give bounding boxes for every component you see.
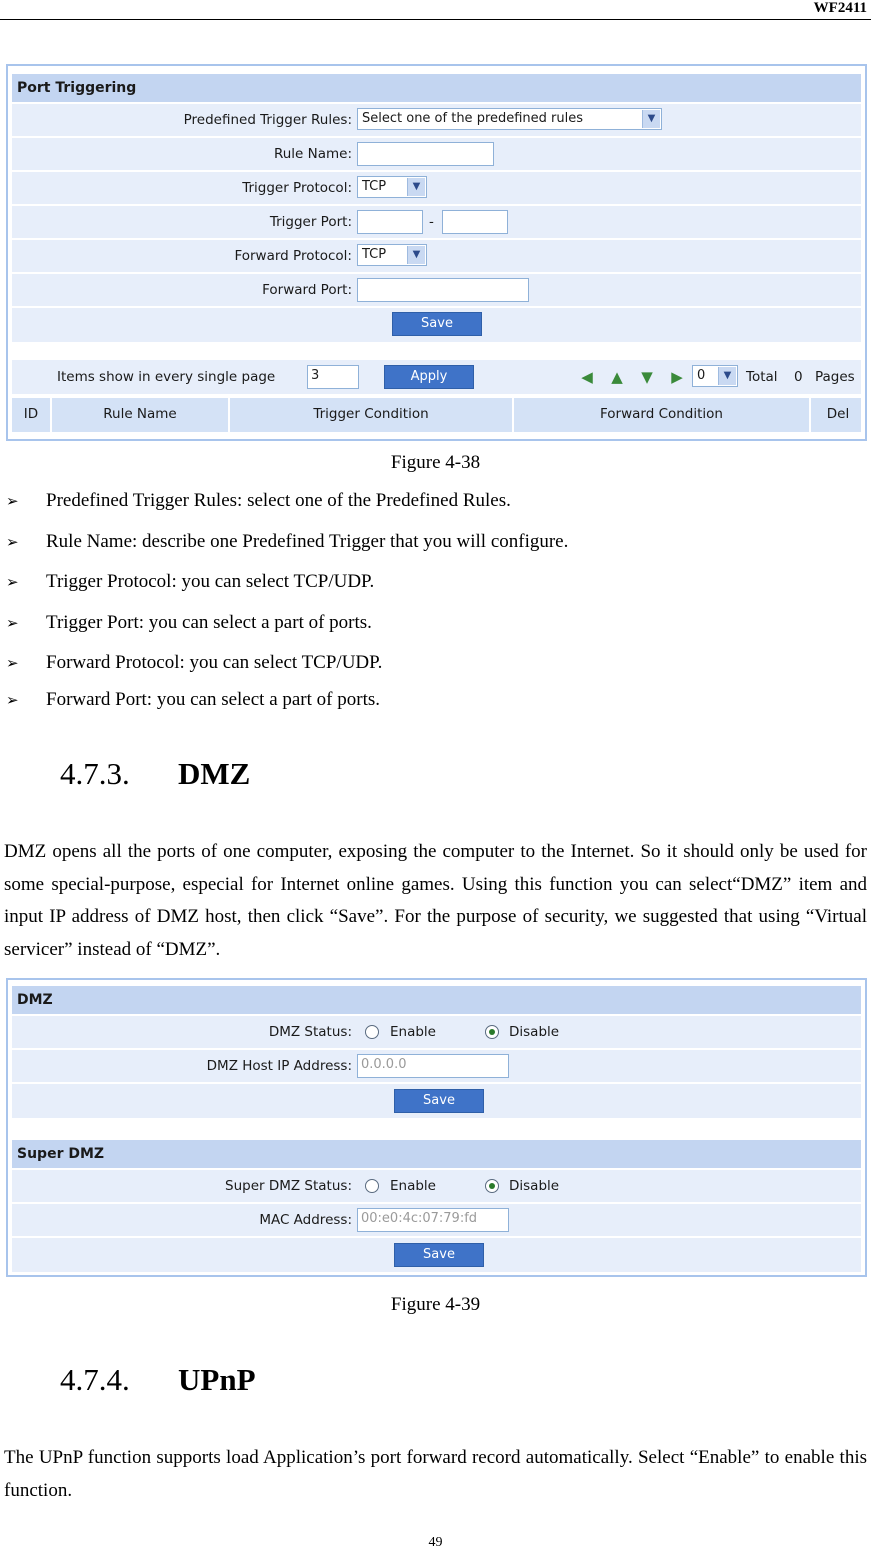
bullet-text: Rule Name: describe one Predefined Trigger that you will configure.: [46, 531, 569, 552]
super-dmz-status-options: [357, 1175, 617, 1197]
arrow-bullet-icon: ➢: [6, 573, 19, 591]
super-dmz-enable-radio[interactable]: [365, 1179, 379, 1193]
total-value: 0: [794, 369, 803, 385]
trigger-protocol-label: Trigger Protocol:: [242, 180, 352, 196]
apply-button[interactable]: Apply: [384, 365, 474, 389]
page-number: 49: [428, 1535, 443, 1550]
arrow-bullet-icon: ➢: [6, 533, 19, 551]
super-dmz-status-label: Super DMZ Status:: [225, 1178, 352, 1194]
figure-caption-39: Figure 4-39: [390, 1294, 481, 1315]
section-title: UPnP: [178, 1362, 256, 1397]
dmz-host-ip-input[interactable]: 0.0.0.0: [357, 1054, 509, 1078]
first-page-icon[interactable]: ◀: [581, 368, 593, 386]
dmz-status-label: DMZ Status:: [268, 1024, 352, 1040]
predefined-rules-select[interactable]: [357, 108, 662, 130]
trigger-port-end-input[interactable]: [442, 210, 508, 234]
dmz-title: DMZ: [12, 986, 861, 1014]
rule-name-label: Rule Name:: [273, 146, 352, 162]
pagination-row: [12, 360, 861, 394]
super-dmz-save-button[interactable]: Save: [394, 1243, 484, 1267]
rule-name-input[interactable]: [357, 142, 494, 166]
bullet-text: Forward Port: you can select a part of ports.: [46, 689, 380, 710]
trigger-port-label: Trigger Port:: [269, 214, 352, 230]
arrow-bullet-icon: ➢: [6, 614, 19, 632]
section-title: DMZ: [178, 756, 251, 791]
trigger-protocol-select[interactable]: [357, 176, 427, 198]
port-range-separator: -: [429, 214, 434, 230]
upnp-paragraph: The UPnP function supports load Application’s port forward record automatically. Select “Enable” to enable this function.: [4, 1447, 867, 1501]
forward-port-input[interactable]: [357, 278, 529, 302]
super-dmz-title: Super DMZ: [12, 1140, 861, 1168]
dmz-status-row: [12, 1016, 861, 1048]
forward-port-label: Forward Port:: [262, 282, 352, 298]
mac-address-input[interactable]: 00:e0:4c:07:79:fd: [357, 1208, 509, 1232]
column-header-del: Del: [826, 406, 850, 422]
total-label: Total: [746, 369, 778, 385]
next-page-icon[interactable]: ▼: [641, 368, 653, 386]
bullet-text: Predefined Trigger Rules: select one of the Predefined Rules.: [46, 490, 511, 511]
column-header-id: ID: [12, 398, 52, 432]
forward-port-row: [12, 274, 861, 306]
table-header-row: [12, 398, 861, 432]
forward-protocol-label: Forward Protocol:: [234, 248, 352, 264]
column-header-rule-name: Rule Name: [52, 398, 230, 432]
mac-address-label: MAC Address:: [259, 1212, 352, 1228]
save-button[interactable]: Save: [392, 312, 482, 336]
forward-protocol-value: TCP: [362, 247, 387, 262]
column-header-forward-condition: Forward Condition: [514, 398, 811, 432]
figure-caption-38: Figure 4-38: [390, 452, 481, 473]
dmz-host-ip-label: DMZ Host IP Address:: [206, 1058, 352, 1074]
dmz-panel: [6, 978, 867, 1277]
trigger-protocol-value: TCP: [362, 179, 387, 194]
items-per-page-label: Items show in every single page: [57, 369, 276, 385]
bullet-text: Trigger Protocol: you can select TCP/UDP.: [46, 571, 375, 592]
dmz-save-row: [12, 1084, 861, 1118]
section-number: 4.7.4.: [60, 1362, 130, 1397]
last-page-icon[interactable]: ▶: [671, 368, 683, 386]
trigger-protocol-row: [12, 172, 861, 204]
dmz-host-ip-row: [12, 1050, 861, 1082]
dmz-save-button[interactable]: Save: [394, 1089, 484, 1113]
arrow-bullet-icon: ➢: [6, 691, 19, 709]
super-dmz-status-row: [12, 1170, 861, 1202]
trigger-port-start-input[interactable]: [357, 210, 423, 234]
arrow-bullet-icon: ➢: [6, 654, 19, 672]
super-dmz-disable-radio[interactable]: [485, 1179, 499, 1193]
predefined-rules-row: [12, 104, 861, 136]
column-header-trigger-condition: Trigger Condition: [230, 398, 514, 432]
mac-address-row: [12, 1204, 861, 1236]
previous-page-icon[interactable]: ▲: [611, 368, 623, 386]
items-per-page-input[interactable]: 3: [307, 365, 359, 389]
chevron-down-icon: ▼: [642, 110, 660, 128]
super-dmz-disable-label: Disable: [509, 1178, 560, 1194]
dmz-status-options: [357, 1021, 617, 1043]
dmz-disable-label: Disable: [509, 1024, 560, 1040]
dmz-enable-radio[interactable]: [365, 1025, 379, 1039]
arrow-bullet-icon: ➢: [6, 492, 19, 510]
predefined-rules-label: Predefined Trigger Rules:: [183, 112, 352, 128]
bullet-text: Forward Protocol: you can select TCP/UDP.: [46, 652, 383, 673]
super-dmz-enable-label: Enable: [390, 1178, 436, 1194]
forward-protocol-row: [12, 240, 861, 272]
document-header-title: WF2411: [813, 0, 867, 16]
port-triggering-title: Port Triggering: [12, 74, 861, 102]
pages-label: Pages: [815, 369, 855, 385]
chevron-down-icon: ▼: [407, 246, 425, 264]
trigger-port-row: [12, 206, 861, 238]
bullet-text: Trigger Port: you can select a part of ports.: [46, 612, 372, 633]
rule-name-row: [12, 138, 861, 170]
save-row: [12, 308, 861, 342]
header-rule: [0, 19, 871, 20]
chevron-down-icon: ▼: [718, 367, 736, 385]
predefined-rules-value: Select one of the predefined rules: [362, 111, 584, 126]
page-select-value: 0: [697, 368, 706, 383]
dmz-paragraph: DMZ opens all the ports of one computer, exposing the computer to the Internet. So it should only be used for some special-purpose, especial for Internet online games. Using this function you can select“DMZ” item and input IP address of DMZ host, then click “Save”. For the purpose of security, we suggested that using “Virtual servicer” instead of “DMZ”.: [4, 841, 867, 960]
dmz-disable-radio[interactable]: [485, 1025, 499, 1039]
super-dmz-save-row: [12, 1238, 861, 1272]
section-number: 4.7.3.: [60, 756, 130, 791]
forward-protocol-select[interactable]: [357, 244, 427, 266]
port-triggering-panel: [6, 64, 867, 441]
chevron-down-icon: ▼: [407, 178, 425, 196]
page-select[interactable]: [692, 365, 738, 387]
dmz-enable-label: Enable: [390, 1024, 436, 1040]
